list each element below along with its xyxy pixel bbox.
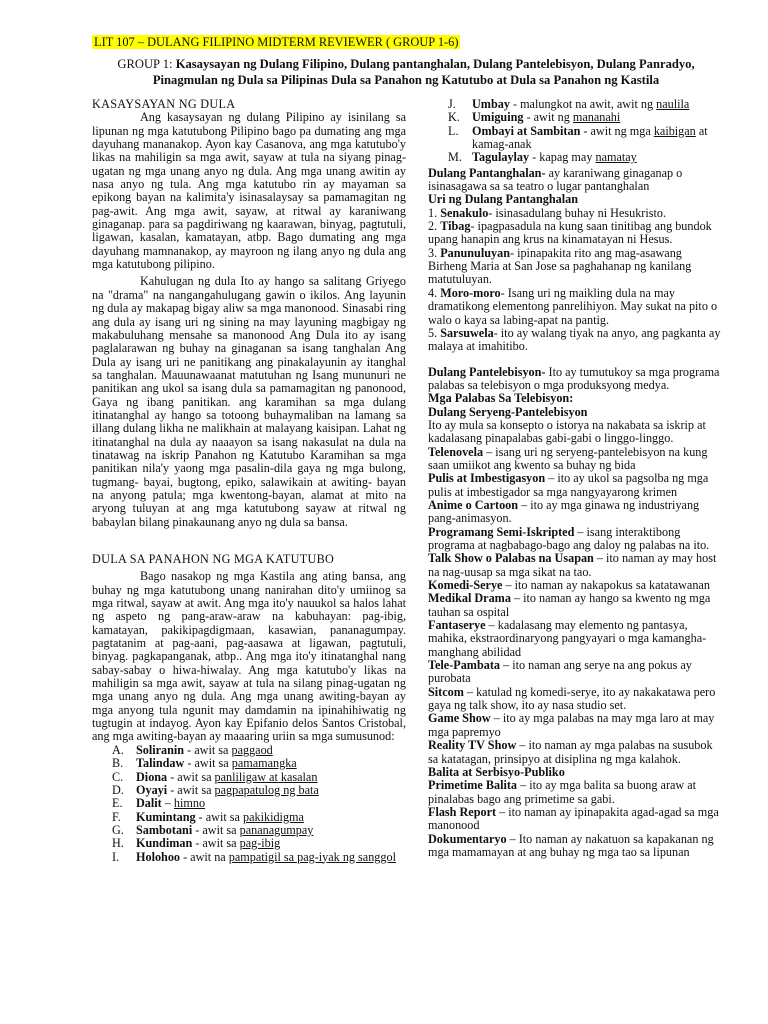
item-term: Senakulo bbox=[440, 205, 489, 220]
item-number: 1. bbox=[428, 205, 441, 220]
song-type-separator: - awit sa bbox=[195, 809, 243, 824]
song-type-name: Tagulaylay bbox=[472, 150, 530, 165]
song-type-description: namatay bbox=[595, 150, 637, 165]
item-definition: – ito ay ukol sa pagsolba ng mga pulis at imbestigador sa mga nangyayarong krimen bbox=[428, 471, 709, 499]
list-marker: L. bbox=[448, 123, 459, 138]
item-definition: – ito naman ay mga palabas na susubok sa katatagan, prinsipyo at disiplina ng mga kalahok. bbox=[428, 738, 713, 766]
song-type-separator: – bbox=[161, 796, 174, 811]
item-term: Fantaserye bbox=[428, 618, 486, 633]
uri-pantanghalan-item bbox=[428, 207, 724, 220]
song-type-separator: - awit sa bbox=[192, 836, 240, 851]
item-term: Medikal Drama bbox=[428, 591, 511, 606]
tv-show-type-item bbox=[428, 619, 724, 659]
item-definition: - isinasadulang buhay ni Hesukristo. bbox=[488, 205, 667, 220]
song-type-item bbox=[112, 851, 406, 864]
group-topics bbox=[92, 56, 720, 88]
list-marker: B. bbox=[112, 756, 124, 771]
song-type-name: Umbay bbox=[472, 97, 510, 111]
song-type-item bbox=[448, 98, 724, 111]
item-term: Panunuluyan bbox=[440, 245, 510, 260]
item-term: Primetime Balita bbox=[428, 778, 518, 793]
song-type-separator: - kapag may bbox=[529, 150, 596, 165]
song-type-separator: - awit sa bbox=[167, 769, 215, 784]
item-definition: – ito naman ay nakapokus sa katatawanan bbox=[502, 578, 710, 593]
item-definition: – kadalasang may elemento ng pantasya, mahika, ekstraordinaryong pangyayari o mga kamangha-manghang abilidad bbox=[428, 618, 707, 659]
item-number: 5. bbox=[428, 325, 441, 340]
section-heading-kasaysayan: KASAYSAYAN NG DULA bbox=[92, 97, 236, 111]
item-term: Game Show bbox=[428, 711, 491, 726]
song-type-name: Oyayi bbox=[136, 782, 168, 797]
song-type-description: pamamangka bbox=[231, 756, 297, 771]
song-type-text bbox=[136, 797, 406, 810]
uri-pantanghalan-item bbox=[428, 327, 724, 354]
song-type-name: Kundiman bbox=[136, 836, 193, 851]
balita-heading: Balita at Serbisyo-Publiko bbox=[428, 764, 565, 779]
song-type-separator: - awit sa bbox=[184, 742, 232, 757]
song-type-description: pananagumpay bbox=[239, 822, 314, 837]
list-marker: I. bbox=[112, 849, 120, 864]
song-type-item bbox=[112, 837, 406, 850]
tv-show-type-item bbox=[428, 472, 724, 499]
song-type-description: mananahi bbox=[572, 110, 621, 125]
item-definition: - Isang uri ng maikling dula na may dramatikong elementong panrelihiyon. May sukat na pito o walo o kaya sa labing-apat na pantig. bbox=[428, 285, 718, 327]
song-type-name: Dalit bbox=[136, 796, 162, 811]
song-type-separator: - awit sa bbox=[167, 782, 215, 797]
item-definition: – ito ay mga balita sa buong araw at pinalabas bago ang primetime sa gabi. bbox=[428, 778, 697, 806]
item-number: 4. bbox=[428, 285, 441, 300]
song-type-separator: - awit ng bbox=[523, 110, 573, 125]
tv-show-type-item bbox=[428, 499, 724, 526]
song-type-text bbox=[136, 771, 406, 784]
song-type-text bbox=[136, 784, 406, 797]
item-number: 2. bbox=[428, 219, 441, 234]
item-definition: – ito ay mga palabas na may mga laro at may mga papremyo bbox=[428, 711, 715, 739]
list-marker: G. bbox=[112, 822, 124, 837]
uri-pantanghalan-item bbox=[428, 220, 724, 247]
song-type-tail: at kamag-anak bbox=[472, 123, 708, 152]
tv-show-type-item bbox=[428, 712, 724, 739]
item-definition: – katulad ng komedi-serye, ito ay nakakatawa pero gaya ng talk show, ito ay nasa studio set. bbox=[428, 684, 716, 713]
left-column bbox=[92, 98, 406, 864]
song-type-text bbox=[136, 851, 406, 864]
list-marker: K. bbox=[448, 110, 460, 125]
song-type-text bbox=[136, 824, 406, 837]
item-definition: – isang uri ng seryeng-pantelebisyon na kung saan umiikot ang kwento sa buhay ng bida bbox=[428, 444, 708, 472]
list-marker: C. bbox=[112, 769, 124, 784]
song-type-name: Diona bbox=[136, 769, 168, 784]
item-term: Komedi-Serye bbox=[428, 578, 503, 593]
song-type-item bbox=[448, 111, 724, 124]
uri-pantanghalan-item bbox=[428, 247, 724, 287]
item-term: Sarsuwela bbox=[440, 325, 494, 340]
item-term: Moro-moro bbox=[440, 285, 501, 300]
uri-pantanghalan-item bbox=[428, 287, 724, 327]
serye-definition: Ito ay mula sa konsepto o istorya na nakabata sa iskrip at kadalasang pinapalabas gabi-gabi o linggo-linggo. bbox=[428, 417, 706, 446]
tv-show-type-item bbox=[428, 592, 724, 619]
song-type-text bbox=[472, 98, 724, 111]
tv-show-type-item bbox=[428, 739, 724, 766]
tv-show-type-item bbox=[428, 659, 724, 686]
document-header bbox=[92, 35, 460, 50]
list-marker: H. bbox=[112, 836, 124, 851]
serye-heading: Dulang Seryeng-Pantelebisyon bbox=[428, 404, 588, 419]
right-column bbox=[428, 98, 724, 859]
item-term: Anime o Cartoon bbox=[428, 497, 519, 512]
list-marker: E. bbox=[112, 796, 123, 811]
tv-show-type-item bbox=[428, 552, 724, 579]
song-type-name: Sambotani bbox=[136, 822, 193, 837]
list-marker: J. bbox=[448, 97, 456, 111]
balita-types-list bbox=[428, 779, 724, 859]
paragraph-kasaysayan: Ang kasaysayan ng dulang Pilipino ay isinilang sa lipunan ng mga katutubong Pilipino bago pa dumating ang mga dayuhang mananakop. Ayon kay Casanova, ang mga katutubo'y likas na mahiligin sa mga awit, sayaw at tula na siyang pinag-ugatan ng mga unang anyo ng dula. Ang mga unang awitin ay nasa anyo ng tula. Ang mga katutubo rin ay mayaman sa epikong bayan na kalimita'y isinasalaysay sa pamamagitan ng pag-awit. Ang mga awit, sayaw, at ritwal ay karaniwang ginaganap. para sa pagdiriwang ng kaarawan, binyag, pagtutuli, ligawan, kasalan, kamatayan, atbp. Bago dumating ang mga dayuhang mamnanakop, ay mayroon ng ilang anyo ng dula ang mga katutubong pilipino. bbox=[92, 110, 406, 272]
pantanghalan-definition: Dulang Pantanghalan- ay karaniwang ginaganap o isinasagawa sa sa teatro o lugar pantanghalan bbox=[428, 165, 683, 194]
item-definition: – ito naman ay may host na nag-uusap sa mga sikat na tao. bbox=[428, 551, 717, 579]
song-type-separator: - awit sa bbox=[192, 822, 240, 837]
song-type-item bbox=[112, 744, 406, 757]
song-type-description: pag-ibig bbox=[239, 836, 281, 851]
list-marker: D. bbox=[112, 782, 124, 797]
item-term: Telenovela bbox=[428, 444, 484, 459]
song-type-item bbox=[112, 824, 406, 837]
balita-type-item bbox=[428, 806, 724, 833]
song-type-name: Umiguing bbox=[472, 110, 524, 125]
item-definition: – ito naman ay hango sa kwento ng mga tauhan sa ospital bbox=[428, 591, 711, 619]
item-definition: - ipinapakita rito ang mag-asawang Birheng Maria at San Jose sa paghahanap ng kanilang matutuluyan. bbox=[428, 245, 692, 287]
song-type-name: Talindaw bbox=[136, 756, 185, 771]
pantelebisyon-definition: Dulang Pantelebisyon- Ito ay tumutukoy sa mga programa palabas sa telebisyon o mga produksyong medya. bbox=[428, 364, 720, 392]
song-type-text bbox=[472, 111, 724, 124]
song-type-name: Soliranin bbox=[136, 742, 185, 757]
document-title: LIT 107 – DULANG FILIPINO MIDTERM REVIEWER ( GROUP 1-6) bbox=[94, 35, 459, 49]
song-type-text bbox=[136, 744, 406, 757]
song-type-description: pampatigil sa pag-iyak ng sanggol bbox=[228, 849, 396, 864]
song-type-separator: - awit ng mga bbox=[580, 123, 654, 138]
song-type-description: himno bbox=[173, 796, 206, 811]
song-type-description: kaibigan bbox=[653, 123, 696, 138]
item-definition: – Ito naman ay nakatuon sa kapakanan ng mga mamamayan at ang buhay ng mga tao sa lipunan bbox=[428, 831, 714, 859]
song-type-description: naulila bbox=[656, 97, 690, 111]
list-marker: M. bbox=[448, 150, 462, 165]
item-definition: – ito naman ang serye na ang pokus ay purobata bbox=[428, 658, 692, 686]
item-term: Pulis at Imbestigasyon bbox=[428, 471, 546, 486]
song-type-description: paggaod bbox=[231, 742, 273, 757]
list-marker: A. bbox=[112, 742, 124, 757]
tv-show-type-item bbox=[428, 579, 724, 592]
paragraph-katutubo: Bago nasakop ng mga Kastila ang ating bansa, ang buhay ng mga katutubong unang nanirahan dito'y umiinog sa mga ritwal, sayaw at awit. Ang mga ito'y nauukol sa halos lahat ng aspeto ng pang-araw-araw na kabuhayan: pag-ibig, kamatayan, pakikipagdigmaan, kasawian, pananagumpay. pagtatanim at pag-aani, pag-aasawa at ligawan, pagtutuli, binyag. pagkapanganak, atbp.. Ang mga ito'y itinatanghal nang sabay-sabay o hiwa-hiwalay. Ang mga katutubo'y likas na mahiligin sa mga awit, sayaw at tula na silang pinag-ugatan ng mga unang anyo ng dula. Ang mga unang awiting-bayan ay mga anyong tula ngunit may damdamin na ipinahihiwatig ng tugtugin at indayog. Ayon kay Epifanio delos Santos Cristobal, ang mga awiting-bayan ay maaaring uriin sa mga sumusunod: bbox=[92, 569, 406, 744]
tv-show-type-item bbox=[428, 526, 724, 553]
song-type-item bbox=[112, 771, 406, 784]
song-type-item bbox=[112, 797, 406, 810]
song-type-separator: - awit na bbox=[180, 849, 229, 864]
item-definition: – ito ay mga ginawa ng industriyang pang-animasyon. bbox=[428, 497, 700, 526]
item-term: Sitcom bbox=[428, 684, 464, 699]
song-type-item bbox=[112, 811, 406, 824]
song-type-text bbox=[472, 151, 724, 164]
paragraph-kahulugan: Kahulugan ng dula Ito ay hango sa salitang Griyego na "drama" na nangangahulugang gawin o ikilos. Ang layunin ng dula ay makapag bigay aliw sa mga manonood. Sinasabi ring ang dula ay isang uri ng sining na may layuning magbigay ng makabuluhang mensahe sa manonood Ang Dula ito ay isang paglalarawan ng buhay na ginaganan sa isang tanghalan Ang Dula ay isang uri ne panitikang ang pinakalayunin ay itanghal sa tanghalan. Mauunawaanat matutuhan ng Isang mununuri ne panitikan ang ukol sa isang dula sa pamamagitan ng panonood, Gaya ng ibang panitikan. ang karamihan sa mga dulang itinatanghal ay hango sa totoong buhaymaliban na lamang sa illang dulang likha ne malikhain at malayang kaisipan. Lahat ng itinatanghal na dula ay naaayon sa isang nakasulat na dula na tinatawag na iskrip Panahon ng Katutubo Karamihan sa mga panitikan nila'y yaong mga pasalin-dila gaya ng mga bulong, tugmang- bayai, bugtong, epiko, salawikain at awiting- bayan na anyong patula; mga kwentong-bayan, alamat at mito na aryong tuluyan at ang mga katutubong sayaw at ritwal ng babaylan bilang pinakaunang anyo ng dula sa bansa. bbox=[92, 274, 406, 529]
tv-show-type-item bbox=[428, 446, 724, 473]
uri-pantanghalan-list bbox=[428, 207, 724, 354]
song-type-text bbox=[136, 837, 406, 850]
song-type-text bbox=[136, 757, 406, 770]
item-definition: – ito naman ay ipinapakita agad-agad sa mga manonood bbox=[428, 804, 719, 833]
item-number: 3. bbox=[428, 245, 441, 260]
balita-type-item bbox=[428, 833, 724, 860]
song-type-name: Ombayi at Sambitan bbox=[472, 123, 581, 138]
item-term: Programang Semi-Iskripted bbox=[428, 524, 575, 539]
song-type-list-continued bbox=[448, 98, 724, 165]
song-type-item bbox=[112, 757, 406, 770]
item-definition: - ito ay walang tiyak na anyo, ang pagkanta ay malaya at imahitibo. bbox=[428, 325, 721, 354]
song-type-item bbox=[448, 125, 724, 152]
song-type-item bbox=[448, 151, 724, 164]
song-type-text bbox=[136, 811, 406, 824]
song-type-separator: - malungkot na awit, awit ng bbox=[509, 97, 657, 111]
item-term: Tele-Pambata bbox=[428, 658, 500, 673]
section-heading-katutubo: DULA SA PANAHON NG MGA KATUTUBO bbox=[92, 552, 335, 566]
tv-show-type-item bbox=[428, 686, 724, 713]
item-term: Reality TV Show bbox=[428, 738, 517, 753]
item-term: Tibag bbox=[440, 219, 471, 234]
song-type-item bbox=[112, 784, 406, 797]
song-type-separator: - awit sa bbox=[184, 756, 232, 771]
song-type-name: Kumintang bbox=[136, 809, 196, 824]
song-type-description: panliligaw at kasalan bbox=[214, 769, 318, 784]
item-term: Flash Report bbox=[428, 804, 497, 819]
tv-shows-heading: Mga Palabas Sa Telebisyon: bbox=[428, 391, 574, 406]
song-type-description: pagpapatulog ng bata bbox=[214, 782, 319, 797]
uri-pantanghalan-heading: Uri ng Dulang Pantanghalan bbox=[428, 192, 579, 207]
song-type-name: Holohoo bbox=[136, 849, 181, 864]
tv-show-types-list bbox=[428, 446, 724, 766]
list-marker: F. bbox=[112, 809, 121, 824]
song-type-description: pakikidigma bbox=[243, 809, 304, 824]
item-term: Dokumentaryo bbox=[428, 831, 507, 846]
item-definition: – isang interaktibong programa at nagbabago-bago ang daloy ng palabas na ito. bbox=[428, 524, 710, 552]
song-type-list bbox=[112, 744, 406, 864]
group-label: GROUP 1: bbox=[117, 57, 173, 71]
balita-type-item bbox=[428, 779, 724, 806]
group-topics-text: Kasaysayan ng Dulang Filipino, Dulang pantanghalan, Dulang Pantelebisyon, Dulang Panradyo, Pinagmulan ng Dula sa Pilipinas Dula sa Panahon ng Katutubo at Dula sa Panahon ng Kastila bbox=[152, 57, 695, 87]
item-definition: - ipagpasadula na kung saan tinitibag ang bundok upang hanapin ang krus na kinamatayan ni Hesus. bbox=[428, 219, 712, 247]
item-term: Talk Show o Palabas na Usapan bbox=[428, 551, 594, 566]
song-type-text bbox=[472, 125, 724, 152]
